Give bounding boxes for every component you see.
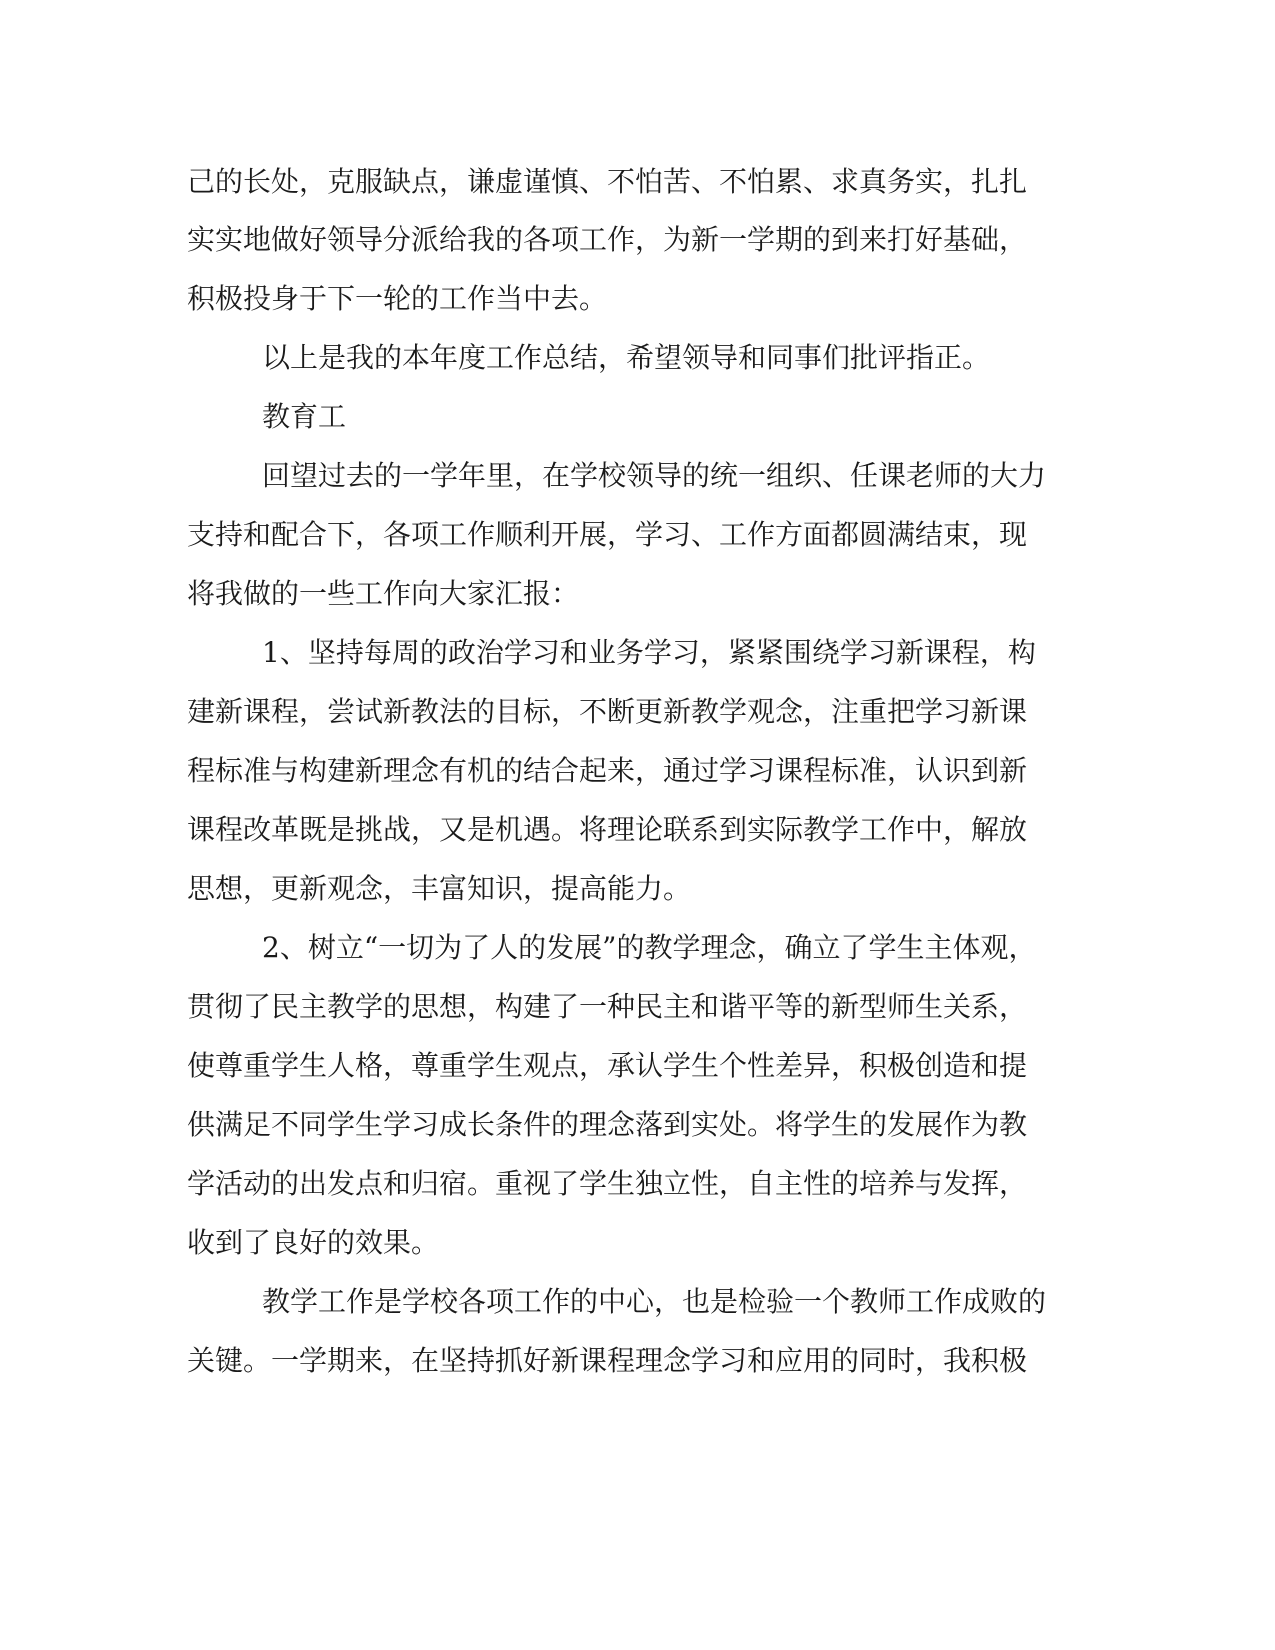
text-line: 建新课程，尝试新教法的目标，不断更新教学观念，注重把学习新课 xyxy=(187,695,1028,728)
text-line: 使尊重学生人格，尊重学生观点，承认学生个性差异，积极创造和提 xyxy=(187,1049,1028,1082)
text-line: 支持和配合下，各项工作顺利开展，学习、工作方面都圆满结束，现 xyxy=(187,518,1028,551)
text-line: 学活动的出发点和归宿。重视了学生独立性，自主性的培养与发挥， xyxy=(187,1167,1028,1200)
text-line: 己的长处，克服缺点，谦虚谨慎、不怕苦、不怕累、求真务实，扎扎 xyxy=(187,165,1028,198)
section-heading: 教育工 xyxy=(262,400,347,433)
text-line: 关键。一学期来，在坚持抓好新课程理念学习和应用的同时，我积极 xyxy=(187,1344,1028,1377)
text-line: 供满足不同学生学习成长条件的理念落到实处。将学生的发展作为教 xyxy=(187,1108,1028,1141)
text-line: 积极投身于下一轮的工作当中去。 xyxy=(187,282,608,315)
text-line: 收到了良好的效果。 xyxy=(187,1226,440,1259)
paragraph-start: 教学工作是学校各项工作的中心，也是检验一个教师工作成败的 xyxy=(262,1285,1047,1318)
text-line: 程标准与构建新理念有机的结合起来，通过学习课程标准，认识到新 xyxy=(187,754,1028,787)
text-line: 课程改革既是挑战，又是机遇。将理论联系到实际教学工作中，解放 xyxy=(187,813,1028,846)
text-line: 贯彻了民主教学的思想，构建了一种民主和谐平等的新型师生关系， xyxy=(187,990,1028,1023)
text-line: 实实地做好领导分派给我的各项工作，为新一学期的到来打好基础， xyxy=(187,223,1028,256)
list-item-1: 1、坚持每周的政治学习和业务学习，紧紧围绕学习新课程，构 xyxy=(262,636,1036,669)
text-line: 思想，更新观念，丰富知识，提高能力。 xyxy=(187,872,692,905)
paragraph-start: 回望过去的一学年里，在学校领导的统一组织、任课老师的大力 xyxy=(262,459,1047,492)
list-item-2: 2、树立“一切为了人的发展”的教学理念，确立了学生主体观， xyxy=(262,931,1037,964)
paragraph-start: 以上是我的本年度工作总结，希望领导和同事们批评指正。 xyxy=(262,341,991,374)
text-line: 将我做的一些工作向大家汇报： xyxy=(187,577,580,610)
